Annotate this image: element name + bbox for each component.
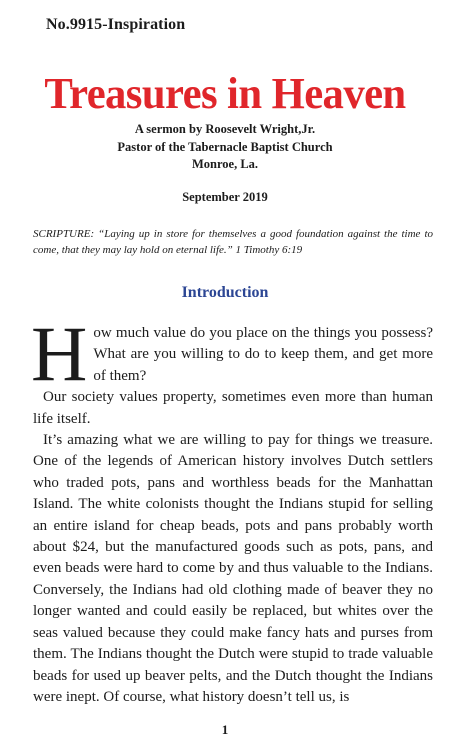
body-text [31,310,433,708]
byline-pastor: Pastor of the Tabernacle Baptist Church [117,139,333,154]
byline [0,121,450,174]
section-heading: Introduction [181,284,269,301]
body-paragraph-1-text: ow much value do you place on the things you possess? What are you willing to do to keep them, and get more of them? [93,325,433,384]
body-paragraph-1 [31,310,433,397]
body-paragraph-2: Our society values property, sometimes even more than human life itself. [33,389,433,427]
page-number: 1 [221,722,229,737]
drop-cap: H [31,310,88,397]
sermon-number: No.9915-Inspiration [46,16,186,33]
sermon-title: Treasures in Heaven [44,69,406,118]
sermon-date: September 2019 [182,190,268,204]
scripture-quote: SCRIPTURE: “Laying up in store for themselves a good foundation against the time to come, that they may lay hold on eternal life.” 1 Timothy 6:19 [33,228,433,256]
byline-author: A sermon by Roosevelt Wright,Jr. [134,122,316,136]
body-paragraph-3: It’s amazing what we are willing to pay for things we treasure. One of the legends of American history involves Dutch settlers who traded pots, pans and worthless beads for the Manhattan Island. The white colonists thought the Indians stupid for selling an entire island for cheap beads, pots and pans probably worth about $24, but the manufactured goods such as pots, pans, and even beads were hard to come by and thus valuable to the Indians. Conversely, the Indians had old clothing made of beaver they no longer wanted and could easily be replaced, but whites over the seas valued because they could make fancy hats and purses from them. The Indians thought the Dutch were stupid to trade valuable beads for used up beaver pelts, and the Dutch thought the Indians were inept. Of course, what history doesn’t tell us, is [33,432,433,705]
byline-location: Monroe, La. [191,157,259,171]
